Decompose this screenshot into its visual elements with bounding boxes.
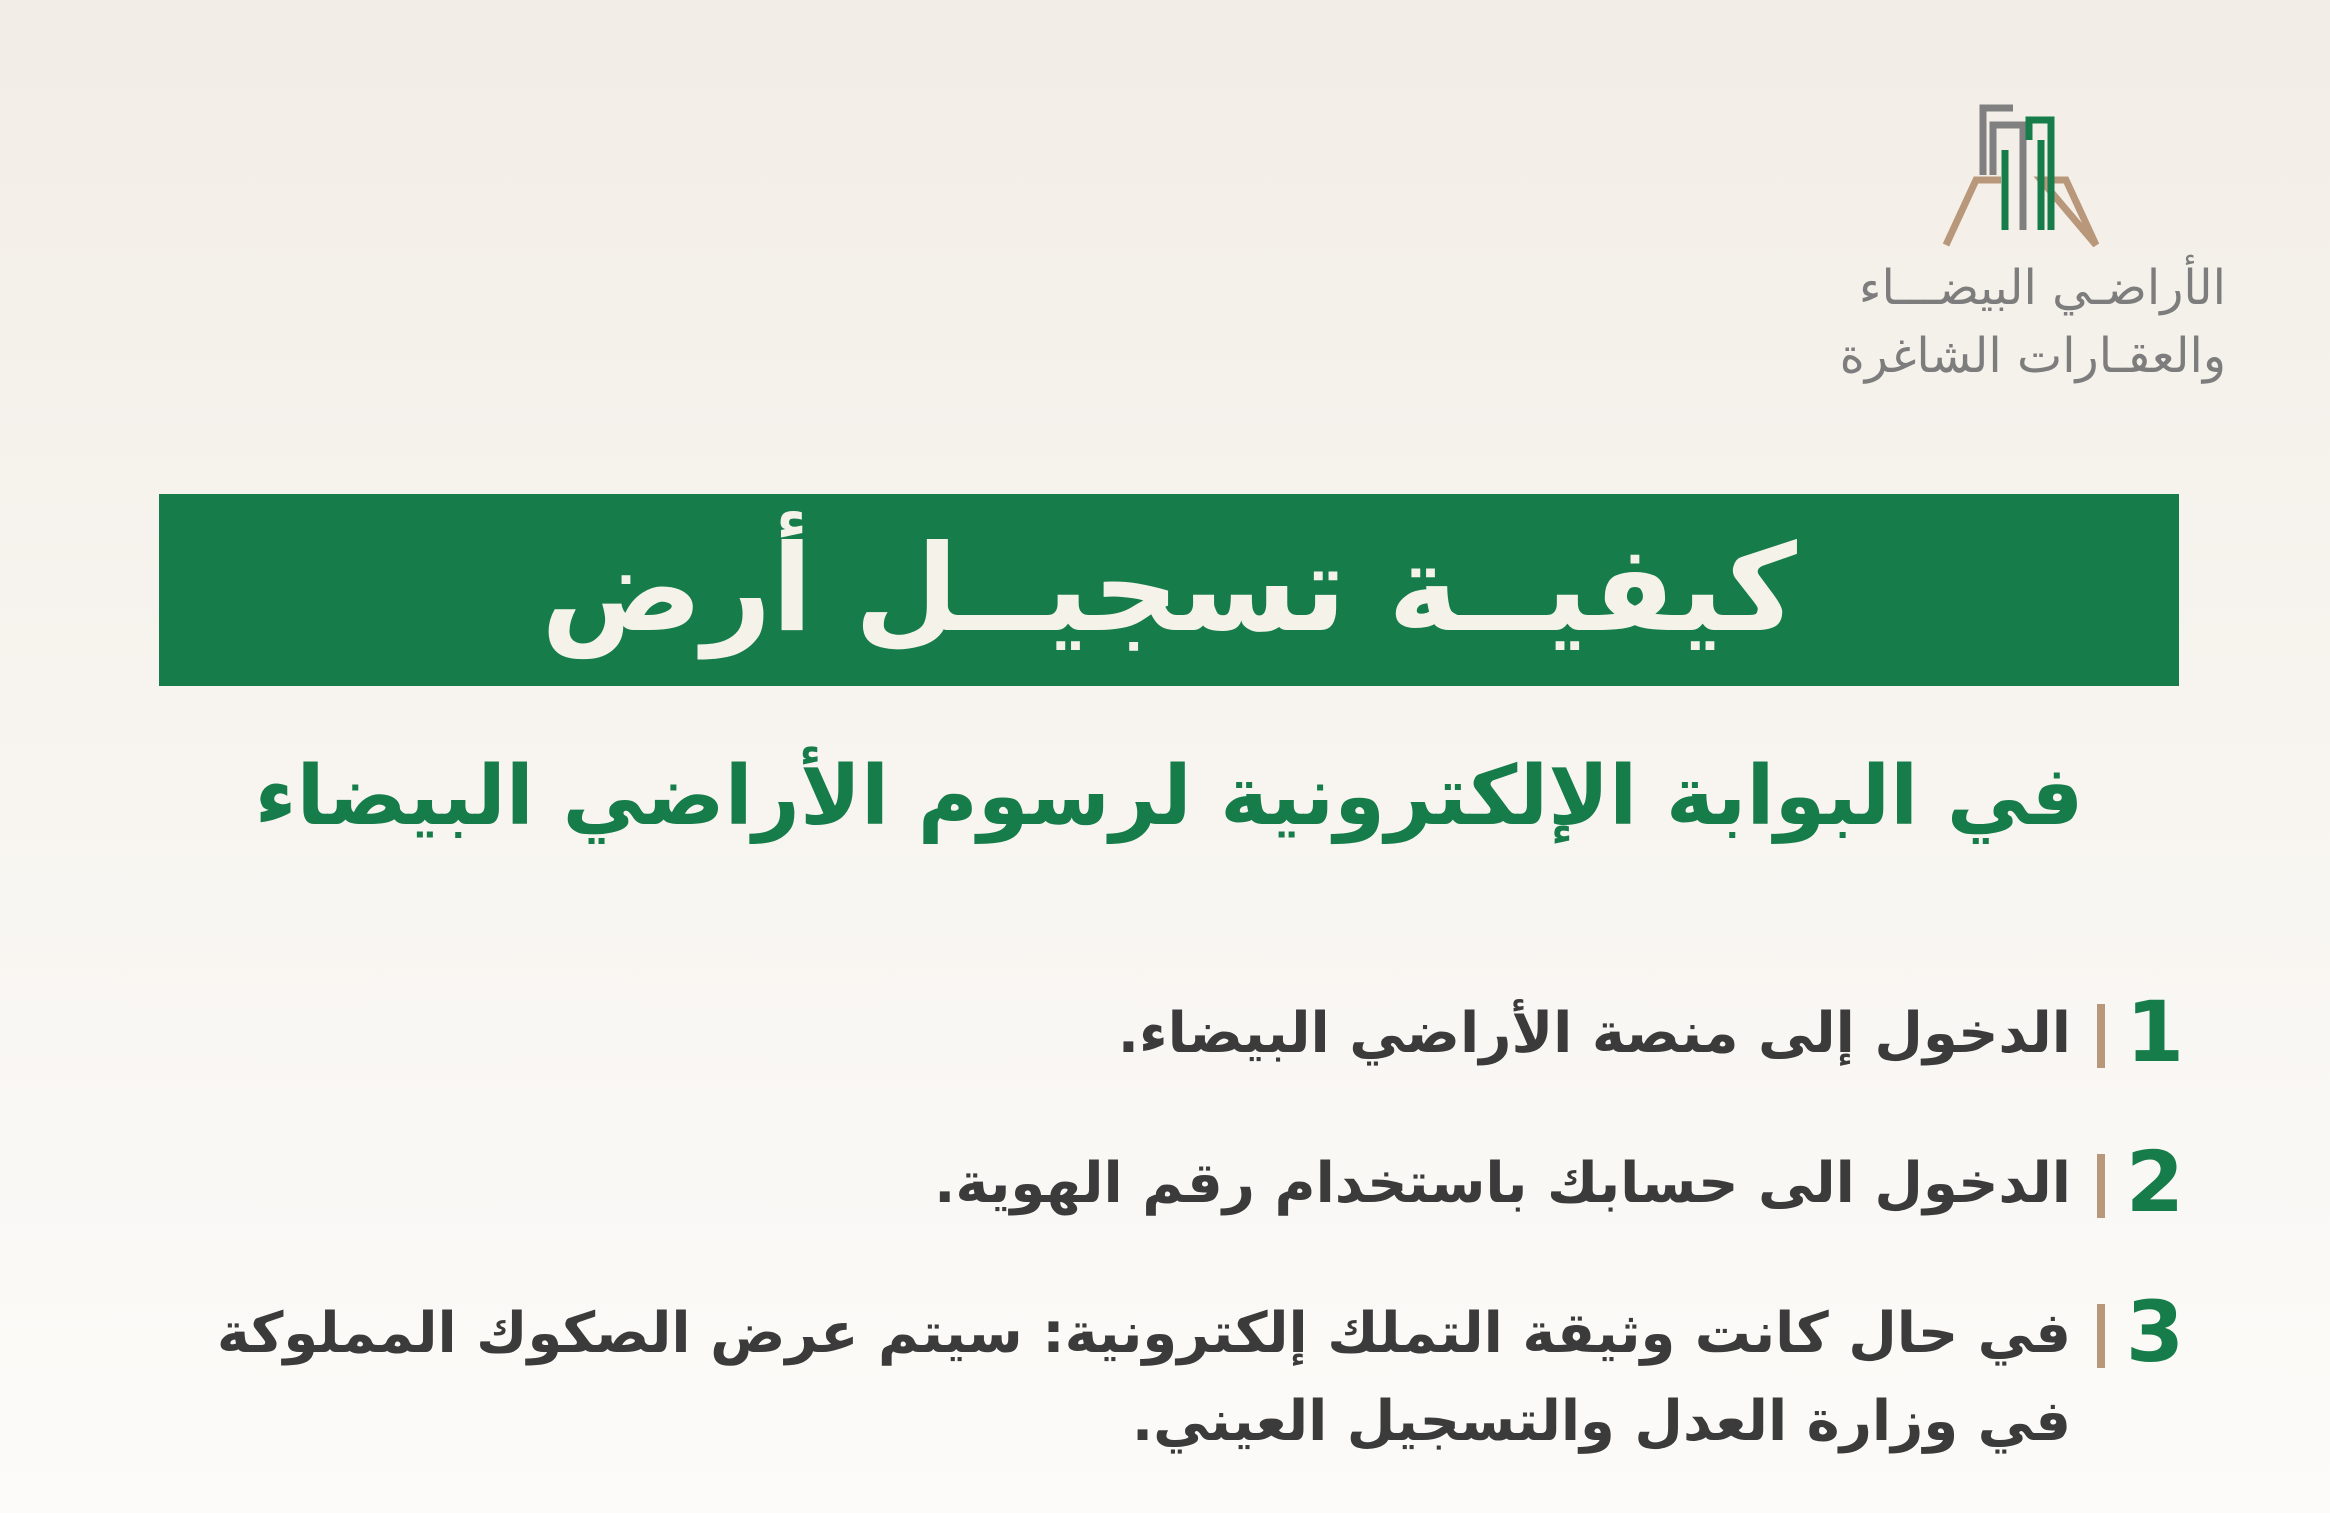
- step-number: 2: [2125, 1133, 2185, 1231]
- page-title: كيفيــة تسجيــل أرض: [541, 520, 1797, 659]
- page-subtitle: في البوابة الإلكترونية لرسوم الأراضي البيضاء: [254, 749, 2084, 844]
- step-item-1: [1117, 983, 2185, 1081]
- step-separator: [2097, 1004, 2105, 1068]
- step-item-3: [151, 1283, 2185, 1466]
- step-item-2: [934, 1133, 2185, 1231]
- step-number: 1: [2125, 983, 2185, 1081]
- logo: [1806, 100, 2226, 400]
- step-number: 3: [2125, 1283, 2185, 1381]
- step-text: الدخول الى حسابك باستخدام رقم الهوية.: [934, 1151, 2071, 1216]
- title-banner: [159, 494, 2179, 686]
- logo-text-line2: والعقـارات الشاغرة: [1839, 328, 2226, 384]
- step-separator: [2097, 1154, 2105, 1218]
- step-text: في حال كانت وثيقة التملك إلكترونية: سيتم عرض الصكوك المملوكة في وزارة العدل والتسجيل العيني.: [216, 1301, 2071, 1454]
- white-lands-logo-icon: [1921, 100, 2121, 250]
- logo-text-line1: الأراضـي البيضـــاء: [1858, 260, 2226, 316]
- step-separator: [2097, 1304, 2105, 1368]
- step-text: الدخول إلى منصة الأراضي البيضاء.: [1117, 1001, 2071, 1066]
